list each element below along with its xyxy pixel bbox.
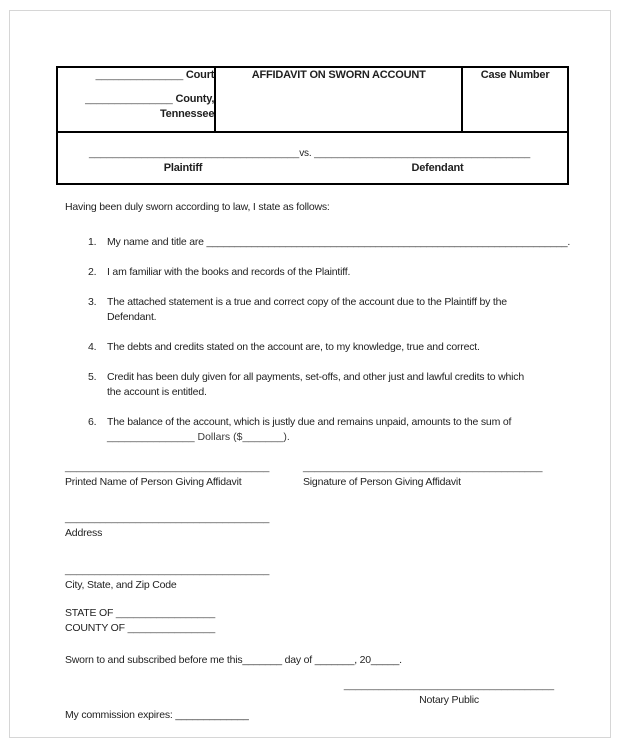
item-number: 3. xyxy=(88,296,97,308)
form-title: AFFIDAVIT ON SWORN ACCOUNT xyxy=(251,69,426,81)
state-of-blank-line: _________________ xyxy=(115,607,216,619)
item-number: 5. xyxy=(88,371,97,383)
item-line: the account is entitled. xyxy=(107,386,207,398)
party-lines xyxy=(58,146,567,161)
item-text xyxy=(107,295,507,325)
item-text xyxy=(107,265,350,280)
address-block xyxy=(65,511,555,541)
defendant-label: Defendant xyxy=(411,162,464,174)
state-line xyxy=(58,107,214,122)
item-number: 4. xyxy=(88,341,97,353)
affidavit-item-2 xyxy=(65,265,555,280)
affidavit-item-4 xyxy=(65,340,555,355)
venue-block xyxy=(65,606,555,636)
plaintiff-label: Plaintiff xyxy=(163,162,203,174)
notary-block xyxy=(343,678,555,708)
vs-label: vs. xyxy=(299,148,312,159)
form-title-cell xyxy=(215,67,462,132)
printed-name-blank-line: ___________________________________ xyxy=(65,461,270,473)
item-line: Credit has been duly given for all payments, set-offs, and other just and lawful credits to which xyxy=(107,371,524,383)
city-state-zip-block xyxy=(65,563,555,593)
intro-text: Having been duly sworn according to law, I state as follows: xyxy=(65,201,330,213)
item-text xyxy=(107,370,524,400)
case-number-cell xyxy=(462,67,568,132)
county-blank-line: _______________ xyxy=(85,93,173,105)
signature-row xyxy=(65,460,555,490)
county-of-label: COUNTY OF xyxy=(65,622,128,634)
item-line: My name and title are ________________________________________________________________. xyxy=(107,236,571,248)
county-of-blank-line: _______________ xyxy=(127,622,216,634)
affidavit-item-5 xyxy=(65,370,555,400)
item-line: The balance of the account, which is justly due and remains unpaid, amounts to the sum of xyxy=(107,416,512,428)
affidavit-items xyxy=(65,235,571,445)
signature-label: Signature of Person Giving Affidavit xyxy=(303,476,461,488)
state-of-label: STATE OF xyxy=(65,607,116,619)
city-blank-line: ___________________________________ xyxy=(65,564,270,576)
signature-blank-line: _________________________________________ xyxy=(303,461,543,473)
address-label: Address xyxy=(65,527,103,539)
address-blank-line: ___________________________________ xyxy=(65,512,270,524)
court-label: Court xyxy=(185,69,215,81)
city-state-zip-label: City, State, and Zip Code xyxy=(65,579,177,591)
court-line xyxy=(58,68,214,83)
item-number: 1. xyxy=(88,236,97,248)
court-cell xyxy=(57,67,215,132)
document-body xyxy=(65,200,571,723)
affidavit-item-1 xyxy=(65,235,571,250)
state-of-line xyxy=(65,606,555,621)
case-number-label: Case Number xyxy=(480,69,550,81)
item-number: 2. xyxy=(88,266,97,278)
item-line: I am familiar with the books and records of the Plaintiff. xyxy=(107,266,351,278)
commission-expires-line: My commission expires: _____________ xyxy=(65,709,249,721)
printed-name-block xyxy=(65,460,303,490)
item-text xyxy=(107,340,480,355)
affidavit-item-6 xyxy=(65,415,555,445)
county-line xyxy=(58,92,214,107)
defendant-blank-line: _____________________________________ xyxy=(314,147,531,159)
notary-public-label: Notary Public xyxy=(419,694,479,706)
sworn-statement: Sworn to and subscribed before me this_______ day of _______, 20_____. xyxy=(65,654,402,666)
affidavit-item-3 xyxy=(65,295,555,325)
item-line: Defendant. xyxy=(107,311,157,323)
party-labels xyxy=(58,161,567,176)
plaintiff-blank-line: ____________________________________ xyxy=(89,147,300,159)
balance-blank-line: _______________ Dollars ($_______). xyxy=(107,431,290,443)
signature-block xyxy=(303,460,555,490)
item-line: The debts and credits stated on the account are, to my knowledge, true and correct. xyxy=(107,341,480,353)
court-blank-line: _______________ xyxy=(95,69,184,81)
printed-name-label: Printed Name of Person Giving Affidavit xyxy=(65,476,242,488)
item-number: 6. xyxy=(88,416,97,428)
item-line: The attached statement is a true and correct copy of the account due to the Plaintiff by the xyxy=(107,296,507,308)
county-of-line xyxy=(65,621,555,636)
state-label: Tennessee xyxy=(159,108,215,120)
page xyxy=(9,10,611,738)
item-text xyxy=(107,415,511,445)
header-table xyxy=(56,66,569,185)
county-label: County, xyxy=(175,93,215,105)
item-text xyxy=(107,235,570,250)
parties-cell xyxy=(57,132,568,184)
notary-blank-line: ____________________________________ xyxy=(343,679,555,691)
